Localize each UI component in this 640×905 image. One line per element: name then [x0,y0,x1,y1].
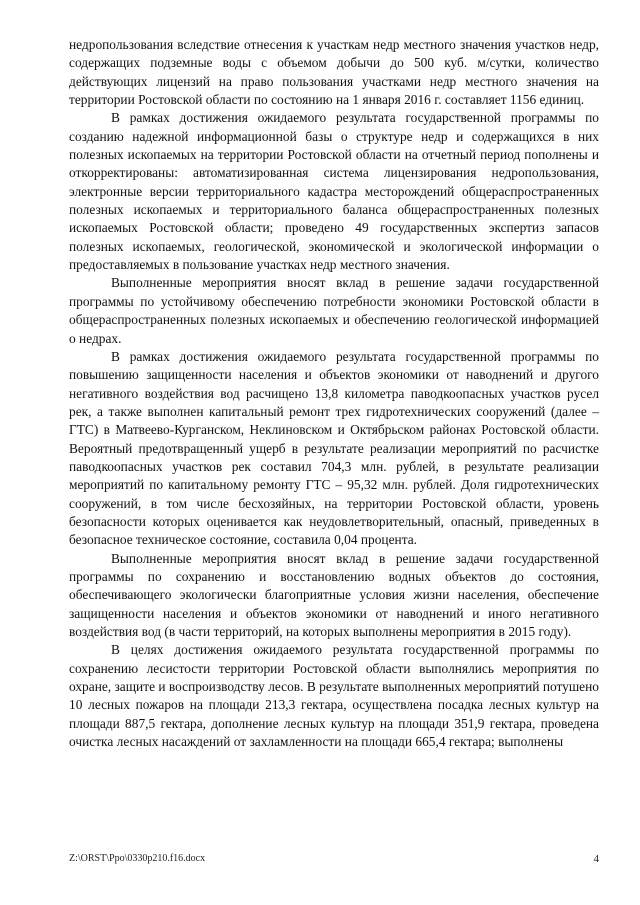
page-number: 4 [593,853,599,865]
paragraph-water-contribution: Выполненные мероприятия вносят вклад в решение задачи государственной программы по сохранению и восстановлению водных объектов до состояния, обеспечивающего экологически благоприятные условия жизни населения, обеспечение защищенности населения и объектов экономики от наводнений и иного негативного воздействия вод (в части территорий, на которых выполнены мероприятия в 2015 году). [69,550,599,639]
paragraph-info-base: В рамках достижения ожидаемого результата государственной программы по созданию надежной информационной базы о структуре недр и содержащихся в них полезных ископаемых на территории Ростовской области на отчетный период пополнены и откорректированы: автоматизированная система лицензирования недропользования, электронные версии территориального кадастра месторождений общераспространенных полезных ископаемых и территориального баланса общераспространенных полезных ископаемых Ростовской области; проведено 49 государственных экспертиз запасов полезных ископаемых, геологической, экономической и экологической информации о предоставляемых в пользование участках недр местного значения. [69,110,599,273]
paragraph-flood-protection: В рамках достижения ожидаемого результата государственной программы по повышению защищенности населения и объектов экономики от наводнений и другого негативного воздействия вод расчищено 13,8 километра паводкоопасных участков русел рек, а также выполнен капитальный ремонт трех гидротехнических сооружений (далее – ГТС) в Матвеево-Курганском, Неклиновском и Октябрьском районах Ростовской области. Вероятный предотвращенный ущерб в результате реализации мероприятий по расчистке паводкоопасных участков рек составил 704,3 млн. рублей, в результате реализации мероприятий по капитальному ремонту ГТС – 95,32 млн. рублей. Доля гидротехнических сооружений, в том числе бесхозяйных, на территории Ростовской области, уровень безопасности которых оценивается как неудовлетворительный, опасный, приведенных в безопасное техническое состояние, составила 0,04 процента. [69,348,599,548]
body-text [69,36,599,751]
page-footer [69,853,599,867]
paragraph-continuation: недропользования вследствие отнесения к участкам недр местного значения участков недр, содержащих подземные воды с объемом добычи до 500 куб. м/сутки, количество действующих лицензий на право пользования участками недр местного значения на территории Ростовской области по состоянию на 1 января 2016 г. составляет 1156 единиц. [69,37,599,108]
paragraph-forest: В целях достижения ожидаемого результата государственной программы по сохранению лесистости территории Ростовской области выполнялись мероприятия по охране, защите и воспроизводству лесов. В результате выполненных мероприятий потушено 10 лесных пожаров на площади 213,3 гектара, осуществлена посадка лесных культур на площади 887,5 гектара, дополнение лесных культур на площади 351,9 гектара, проведена очистка лесных насаждений от захламленности на площади 665,4 гектара; выполнены [69,642,599,750]
footer-file-path: Z:\ORST\Ppo\0330p210.f16.docx [69,853,206,864]
paragraph-minerals-contribution: Выполненные мероприятия вносят вклад в решение задачи государственной программы по устойчивому обеспечению потребности экономики Ростовской области в общераспространенных полезных ископаемых и обеспечению геологической информацией о недрах. [69,275,599,346]
